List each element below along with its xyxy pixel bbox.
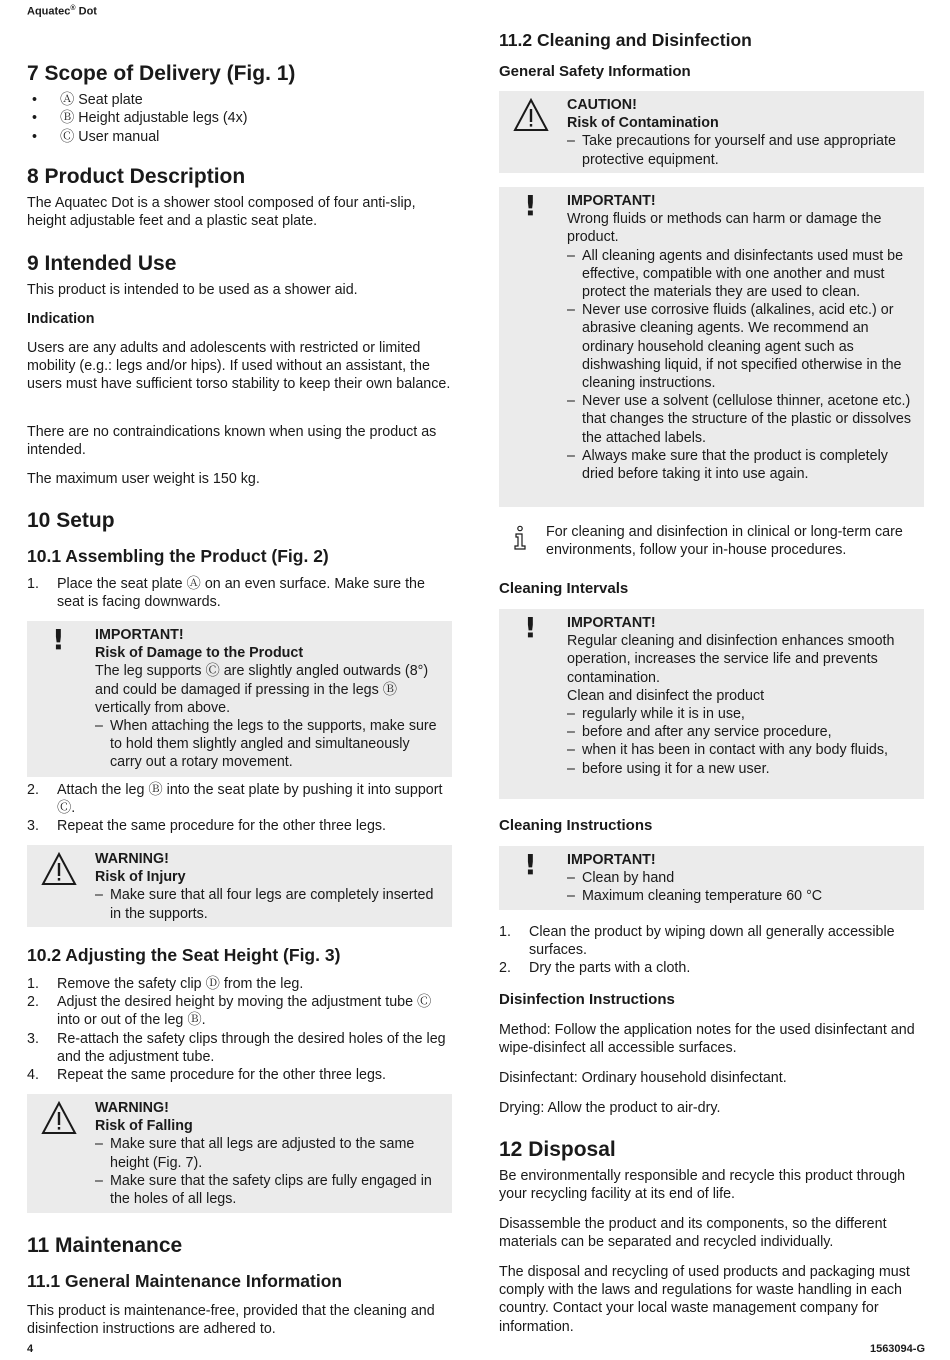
assembly-step [27,575,452,611]
disinfection-heading: Disinfection Instructions [499,991,675,1008]
header-model: Dot [78,5,97,18]
maintenance-text: This product is maintenance-free, provided that the cleaning and disinfection instructions are adhered to. [27,1303,435,1338]
disposal-text: Disassemble the product and its components, so the different materials can be separated and recycled individually. [499,1216,887,1251]
info-icon [509,525,531,551]
notice-label: IMPORTANT! [567,615,656,631]
cleaning-step-list [499,923,924,978]
section-12-title: 12 Disposal [499,1138,616,1161]
info-note [499,523,924,559]
disposal-text: The disposal and recycling of used products and packaging must comply with the laws and regulations for waste handling in each country. Contact your local waste management company for information. [499,1264,910,1335]
intended-use-text: This product is intended to be used as a shower aid. [27,282,358,298]
scope-item: • Ⓐ Seat plate [27,91,452,109]
scope-list [27,91,452,146]
important-intervals-box [499,609,924,799]
warning-label: WARNING! [95,851,169,867]
notice-label: IMPORTANT! [567,193,656,209]
registered-mark: ® [70,5,76,12]
notice-label: IMPORTANT! [95,627,184,643]
disinfectant-text: Disinfectant: Ordinary household disinfectant. [499,1070,787,1086]
drying-text: Drying: Allow the product to air-dry. [499,1100,721,1116]
section-9-title: 9 Intended Use [27,252,177,275]
caution-bullet: – Take precautions for yourself and use appropriate protective equipment. [567,133,896,168]
section-10-2-title: 10.2 Adjusting the Seat Height (Fig. 3) [27,945,341,965]
notice-text: Clean and disinfect the product [567,687,765,704]
warning-falling-box [27,1094,452,1213]
notice-text: Regular cleaning and disinfection enhances smooth operation, increases the service life and prevents contamination. [567,633,895,686]
product-description: The Aquatec Dot is a shower stool composed of four anti-slip, height adjustable feet and a plastic seat plate. [27,195,416,230]
exclamation-icon: ! [524,848,537,881]
assembly-step: 3. Repeat the same procedure for the other three legs. [27,818,387,835]
scope-item: • Ⓒ User manual [27,128,452,146]
running-header [27,5,97,18]
notice-bullet: – When attaching the legs to the supports, make sure to hold them slightly angled and simultaneously carry out a rotary movement. [95,718,437,771]
warning-subtitle: Risk of Falling [95,1118,193,1135]
notice-text: Wrong fluids or methods can harm or damage the product. [567,211,882,246]
section-11-1-title: 11.1 General Maintenance Information [27,1271,343,1291]
cleaning-step: 1. Clean the product by wiping down all generally accessible surfaces. [499,924,895,959]
exclamation-icon: ! [524,189,537,222]
notice-bullet: – Never use corrosive fluids (alkalines, acid etc.) or abrasive cleaning agents. We recommend an ordinary household cleaning agent such as dishwashing liquid, if not specified otherwise in the cleaning instructions. [567,302,902,392]
notice-bullet: – All cleaning agents and disinfectants used must be effective, compatible with one another and must protect the materials they are used to clean. [567,247,904,301]
assembly-step-list [27,575,452,611]
disinfection-method: Method: Follow the application notes for the used disinfectant and wipe-disinfect all accessible surfaces. [499,1022,915,1057]
cleaning-step: 2. Dry the parts with a cloth. [499,960,691,977]
important-instructions-box [499,846,924,910]
cleaning-instructions-heading: Cleaning Instructions [499,817,653,834]
cleaning-intervals-heading: Cleaning Intervals [499,580,629,597]
notice-bullet: – Clean by hand [567,870,675,887]
section-10-title: 10 Setup [27,509,115,532]
notice-subtitle: Risk of Damage to the Product [95,645,304,662]
warning-label: WARNING! [95,1100,169,1116]
step-number: 1. [27,576,39,592]
notice-bullet: – before using it for a new user. [567,760,770,777]
height-step: 3. Re-attach the safety clips through the desired holes of the leg and the adjustment tube. [27,1030,446,1065]
section-11-title: 11 Maintenance [27,1234,183,1257]
header-brand: Aquatec [27,5,71,18]
caution-label: CAUTION! [567,97,637,113]
caution-subtitle: Risk of Contamination [567,115,719,132]
important-fluids-box [499,187,924,507]
warning-injury-box [27,845,452,927]
notice-bullet: – Maximum cleaning temperature 60 °C [567,888,823,905]
caution-box [499,91,924,173]
assembly-step-list-2 [27,781,452,836]
warning-bullet: – Make sure that the safety clips are fully engaged in the holes of all legs. [95,1172,432,1208]
exclamation-icon: ! [524,611,537,644]
notice-text: The leg supports Ⓒ are slightly angled outwards (8°) and could be damaged if pressing in the legs Ⓑ vertically from above. [95,663,429,716]
disposal-text: Be environmentally responsible and recycle this product through your recycling facility at its end of life. [499,1168,906,1203]
warning-bullet: – Make sure that all four legs are completely inserted in the supports. [95,887,434,922]
notice-label: IMPORTANT! [567,852,656,868]
info-text: For cleaning and disinfection in clinical or long-term care environments, follow your in-house procedures. [546,524,903,559]
contraindications-text: There are no contraindications known when using the product as intended. [27,424,437,459]
step-text: Place the seat plate Ⓐ on an even surface. Make sure the seat is facing downwards. [57,576,425,611]
indication-heading: Indication [27,311,95,327]
notice-bullet: – Never use a solvent (cellulose thinner, acetone etc.) that changes the structure of the plastic or dissolves the attached labels. [567,393,912,446]
scope-item: • Ⓑ Height adjustable legs (4x) [27,109,452,127]
warning-triangle-icon [513,98,549,132]
assembly-step: 2. Attach the leg Ⓑ into the seat plate by pushing it into support Ⓒ. [27,782,443,817]
height-step: 1. Remove the safety clip Ⓓ from the leg. [27,976,304,992]
section-8-title: 8 Product Description [27,165,246,188]
exclamation-icon: ! [52,623,65,656]
general-safety-heading: General Safety Information [499,63,691,80]
notice-bullet: – regularly while it is in use, [567,706,745,723]
section-11-2-title: 11.2 Cleaning and Disinfection [499,30,752,50]
height-step-list [27,975,452,1084]
warning-bullet: – Make sure that all legs are adjusted to the same height (Fig. 7). [95,1136,415,1171]
section-7-title: 7 Scope of Delivery (Fig. 1) [27,62,296,85]
height-step: 2. Adjust the desired height by moving the adjustment tube Ⓒ into or out of the leg Ⓑ. [27,994,432,1029]
notice-bullet: – when it has been in contact with any body fluids, [567,742,888,759]
warning-subtitle: Risk of Injury [95,869,186,886]
warning-triangle-icon [41,1101,77,1135]
notice-bullet: – before and after any service procedure, [567,724,832,741]
warning-triangle-icon [41,852,77,886]
indication-text: Users are any adults and adolescents with restricted or limited mobility (e.g.: legs and/or hips). If used without an assistant, the users must have sufficient torso stability to keep their own balance. [27,340,451,393]
important-damage-box [27,621,452,777]
notice-bullet: – Always make sure that the product is completely dried before taking it into use again. [567,447,888,483]
section-10-1-title: 10.1 Assembling the Product (Fig. 2) [27,546,329,566]
max-weight-text: The maximum user weight is 150 kg. [27,471,260,487]
page-number: 4 [27,1343,34,1355]
document-code: 1563094-G [869,1343,925,1355]
height-step: 4. Repeat the same procedure for the other three legs. [27,1067,387,1084]
